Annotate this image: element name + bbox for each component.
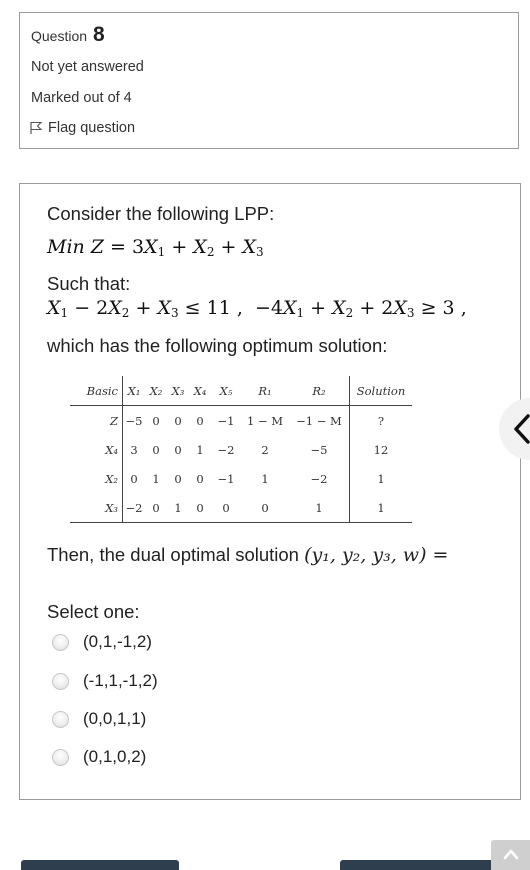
option-label: (0,1,0,2) bbox=[83, 747, 147, 766]
table-cell: −1 − M bbox=[289, 406, 350, 436]
table-cell: 1 bbox=[289, 493, 350, 523]
table-row bbox=[70, 406, 412, 436]
option-label: (0,0,1,1) bbox=[83, 709, 147, 728]
table-cell: 0 bbox=[152, 413, 160, 428]
table-cell: −1 bbox=[217, 471, 235, 486]
table-cell: 1 bbox=[350, 493, 413, 523]
constraints: $X_1 - 2X_2 + X_3 \le 11$ , $-4X_1 + X_2 + 2X_3 \ge 3$ , bbox=[47, 297, 467, 320]
table-cell: 3 bbox=[130, 442, 138, 457]
table-cell: 0 bbox=[196, 471, 204, 486]
table-cell: −2 bbox=[289, 464, 350, 493]
table-cell: 0 bbox=[152, 442, 160, 457]
table-cell: 0 bbox=[241, 493, 289, 523]
table-cell: −2 bbox=[217, 442, 235, 457]
table-row bbox=[70, 493, 412, 523]
table-row bbox=[70, 464, 412, 493]
table-cell: −5 bbox=[125, 413, 143, 428]
table-cell: 1 bbox=[261, 471, 269, 486]
table-row bbox=[70, 435, 412, 464]
table-cell: X₃ bbox=[70, 493, 123, 523]
table-cell: Z bbox=[70, 406, 123, 436]
table-header: X₁ bbox=[123, 376, 146, 406]
question-info-panel bbox=[19, 12, 519, 149]
option-label: (-1,1,-1,2) bbox=[83, 671, 158, 690]
table-cell: 0 bbox=[174, 471, 182, 486]
table-header: X₄ bbox=[189, 376, 211, 406]
answer-option-d[interactable] bbox=[52, 747, 146, 767]
flag-question-link[interactable] bbox=[29, 120, 135, 136]
table-cell: 0 bbox=[145, 493, 167, 523]
chevron-up-icon bbox=[503, 848, 519, 860]
radio-button[interactable] bbox=[52, 634, 69, 651]
constraint-intro: Such that: bbox=[47, 273, 131, 294]
dual-question bbox=[47, 544, 448, 566]
question-grade: Marked out of 4 bbox=[31, 90, 132, 106]
table-header: X₃ bbox=[167, 376, 189, 406]
dual-tuple: (y₁, y₂, y₃, w) = bbox=[304, 544, 449, 566]
table-cell: 0 bbox=[130, 471, 138, 486]
option-label: (0,1,-1,2) bbox=[83, 632, 152, 651]
table-cell: 1 − M bbox=[246, 413, 284, 428]
table-header: R₁ bbox=[241, 376, 289, 406]
question-title bbox=[31, 23, 105, 47]
table-cell: X₂ bbox=[70, 464, 123, 493]
table-cell: 1 bbox=[167, 493, 189, 523]
table-header-row bbox=[70, 376, 412, 406]
simplex-table bbox=[70, 376, 412, 523]
table-header: X₅ bbox=[211, 376, 241, 406]
table-cell: ? bbox=[377, 413, 385, 428]
dual-question-text: Then, the dual optimal solution bbox=[47, 544, 299, 565]
optimum-intro: which has the following optimum solution: bbox=[47, 335, 388, 356]
next-page-button[interactable] bbox=[340, 860, 498, 870]
table-cell: 2 bbox=[261, 442, 269, 457]
objective-function: Min $Z = 3X_1 + X_2 + X_3$ bbox=[47, 236, 264, 259]
table-header: Basic bbox=[70, 376, 123, 406]
flag-icon bbox=[29, 121, 43, 135]
table-cell: X₄ bbox=[70, 435, 123, 464]
question-state: Not yet answered bbox=[31, 59, 144, 75]
table-cell: −1 bbox=[217, 413, 235, 428]
question-content bbox=[19, 183, 521, 800]
table-cell: −2 bbox=[123, 493, 146, 523]
table-header: X₂ bbox=[145, 376, 167, 406]
table-cell: 0 bbox=[196, 413, 204, 428]
table-cell: 12 bbox=[373, 442, 389, 457]
table-cell: 0 bbox=[174, 442, 182, 457]
question-label: Question bbox=[31, 28, 88, 44]
question-number: 8 bbox=[92, 23, 105, 46]
radio-button[interactable] bbox=[52, 711, 69, 728]
table-header: R₂ bbox=[289, 376, 350, 406]
answer-option-a[interactable] bbox=[52, 632, 152, 652]
radio-button[interactable] bbox=[52, 749, 69, 766]
chevron-left-icon bbox=[513, 414, 530, 444]
previous-page-button[interactable] bbox=[21, 860, 179, 870]
table-cell: 0 bbox=[211, 493, 241, 523]
radio-button[interactable] bbox=[52, 673, 69, 690]
flag-label: Flag question bbox=[48, 120, 136, 136]
table-header: Solution bbox=[350, 376, 413, 406]
table-cell: 1 bbox=[377, 471, 385, 486]
problem-intro: Consider the following LPP: bbox=[47, 203, 275, 224]
answer-option-c[interactable] bbox=[52, 709, 146, 729]
table-cell: −5 bbox=[289, 435, 350, 464]
table-cell: 0 bbox=[174, 413, 182, 428]
select-one-label: Select one: bbox=[47, 601, 140, 622]
table-cell: 1 bbox=[152, 471, 160, 486]
answer-option-b[interactable] bbox=[52, 671, 158, 691]
table-cell: 0 bbox=[189, 493, 211, 523]
table-cell: 1 bbox=[196, 442, 204, 457]
